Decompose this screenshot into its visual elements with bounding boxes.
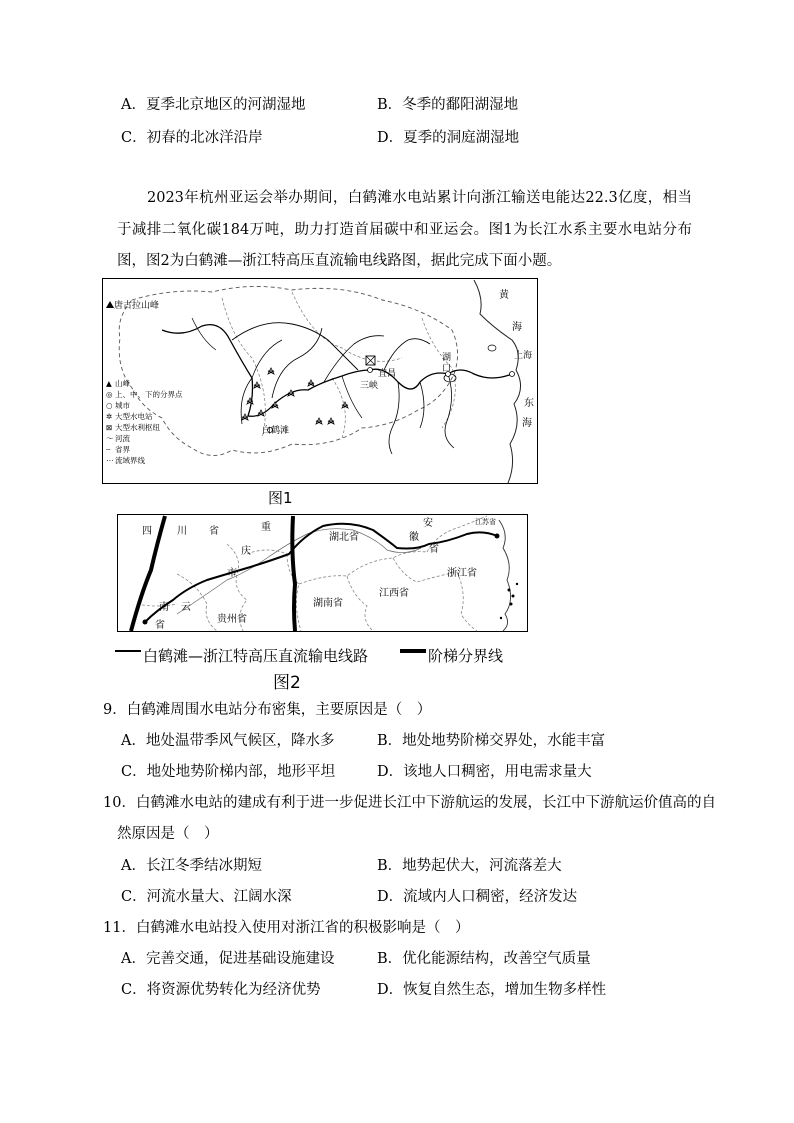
figure1-map [102, 278, 538, 484]
question-10-option-b[interactable]: B．地势起伏大，河流落差大 [377, 858, 562, 874]
legend-symbol-peak: ▲ [106, 379, 112, 388]
legend-label-province: 省界 [115, 445, 130, 454]
question-11-option-a[interactable]: A．完善交通，促进基础设施建设 [121, 951, 335, 967]
question-11-option-c[interactable]: C．将资源优势转化为经济优势 [121, 982, 321, 998]
question-9-option-d[interactable]: D．该地人口稠密，用电需求量大 [377, 764, 592, 780]
question-10-option-d[interactable]: D．流域内人口稠密，经济发达 [377, 889, 578, 905]
place-yichang: 宜昌 [378, 369, 397, 379]
place-sanxia: 三峡 [360, 381, 379, 391]
place-hai2: 海 [522, 418, 532, 429]
question-9-option-b[interactable]: B．地处地势阶梯交界处，水能丰富 [377, 733, 606, 749]
place-sheng1: 省 [209, 526, 219, 537]
place-zhejiang: 浙江省 [447, 568, 477, 579]
question-11-option-b[interactable]: B．优化能源结构，改善空气质量 [377, 951, 591, 967]
intro-paragraph: 2023年杭州亚运会举办期间，白鹤滩水电站累计向浙江输送电能达22.3亿度，相当于减排二氧化碳184万吨，助力打造首届碳中和亚运会。图1为长江水系主要水电站分布图，图2为白鹤滩—浙江特高压直流输电线路图，据此完成下面小题。 [117, 190, 692, 269]
figure2-caption: 图2 [273, 673, 301, 693]
question-10-stem-line1: 10．白鹤滩水电站的建成有利于进一步促进长江中下游航运的发展，长江中下游航运价值高的自 [103, 795, 716, 811]
prev-option-a: A．夏季北京地区的河湖湿地 [121, 97, 306, 113]
legend-symbol-river: ～ [106, 434, 114, 443]
figure2-map [117, 514, 528, 632]
legend-label-basin: 流域界线 [115, 456, 145, 465]
legend-uhv-line-symbol [115, 645, 143, 657]
place-jiangxi: 江西省 [379, 588, 409, 599]
question-9-option-c[interactable]: C．地处地势阶梯内部，地形平坦 [121, 764, 336, 780]
place-qing: 庆 [241, 546, 251, 557]
place-jiangsu: 江苏省 [475, 518, 496, 526]
place-baihetan: 白鹤滩 [262, 426, 290, 436]
place-hui: 徽 [409, 532, 419, 543]
legend-symbol-divide: ◎ [106, 390, 113, 399]
place-tanggula: 唐古拉山峰 [114, 301, 160, 311]
place-shi: 市 [227, 568, 237, 579]
place-shanghai: 上海 [514, 351, 533, 361]
figure1-caption: 图1 [268, 489, 293, 507]
place-sheng3: 省 [155, 620, 165, 631]
prev-option-d: D．夏季的洞庭湖湿地 [377, 130, 520, 146]
place-yun: 云 [181, 602, 191, 613]
question-9-option-a[interactable]: A．地处温带季风气候区，降水多 [121, 733, 335, 749]
place-sheng2: 省 [429, 544, 439, 555]
question-10-option-a[interactable]: A．长江冬季结冰期短 [121, 858, 262, 874]
place-dong: 东 [524, 398, 534, 409]
legend-symbol-hydropower: ✲ [106, 412, 113, 421]
legend-label-river: 河流 [115, 434, 130, 443]
place-huang: 黄 [499, 290, 509, 301]
legend-symbol-basin: ⋯ [106, 456, 114, 465]
question-10-stem-line2: 然原因是（ ） [117, 826, 219, 842]
legend-uhv-line-label: 白鹤滩—浙江特高压直流输电线路 [143, 647, 369, 665]
legend-label-hub: 大型水利枢纽 [115, 423, 160, 432]
question-11-option-d[interactable]: D．恢复自然生态，增加生物多样性 [377, 982, 607, 998]
place-guizhou: 贵州省 [217, 614, 247, 625]
place-chuan: 川 [177, 526, 187, 537]
place-kou: 口 [442, 364, 452, 374]
place-hubei: 湖北省 [329, 532, 359, 543]
prev-option-b: B．冬季的鄱阳湖湿地 [377, 97, 519, 113]
question-9-stem: 9．白鹤滩周围水电站分布密集，主要原因是（ ） [103, 702, 432, 718]
legend-symbol-province: ┄ [106, 445, 111, 454]
question-11-stem: 11．白鹤滩水电站投入使用对浙江省的积极影响是（ ） [103, 920, 470, 936]
place-si: 四 [142, 526, 152, 537]
place-hu: 湖 [442, 353, 452, 363]
question-10-option-c[interactable]: C．河流水量大、江阔水深 [121, 889, 292, 905]
place-hai: 海 [512, 322, 522, 333]
legend-symbol-city: ○ [106, 401, 113, 410]
legend-label-divide: 上、中、下的分界点 [115, 390, 183, 399]
legend-symbol-hub: ⊠ [106, 423, 113, 432]
place-hunan: 湖南省 [313, 598, 343, 609]
prev-option-c: C．初春的北冰洋沿岸 [121, 130, 263, 146]
legend-label-peak: 山峰 [115, 379, 130, 388]
legend-staircase-boundary-symbol [400, 645, 428, 657]
legend-label-city: 城市 [115, 401, 130, 410]
legend-staircase-boundary-label: 阶梯分界线 [428, 647, 504, 665]
place-chong: 重 [261, 522, 271, 533]
legend-label-hydropower: 大型水电站 [115, 412, 153, 421]
place-nan: 南 [159, 602, 169, 613]
place-an: 安 [423, 518, 433, 529]
